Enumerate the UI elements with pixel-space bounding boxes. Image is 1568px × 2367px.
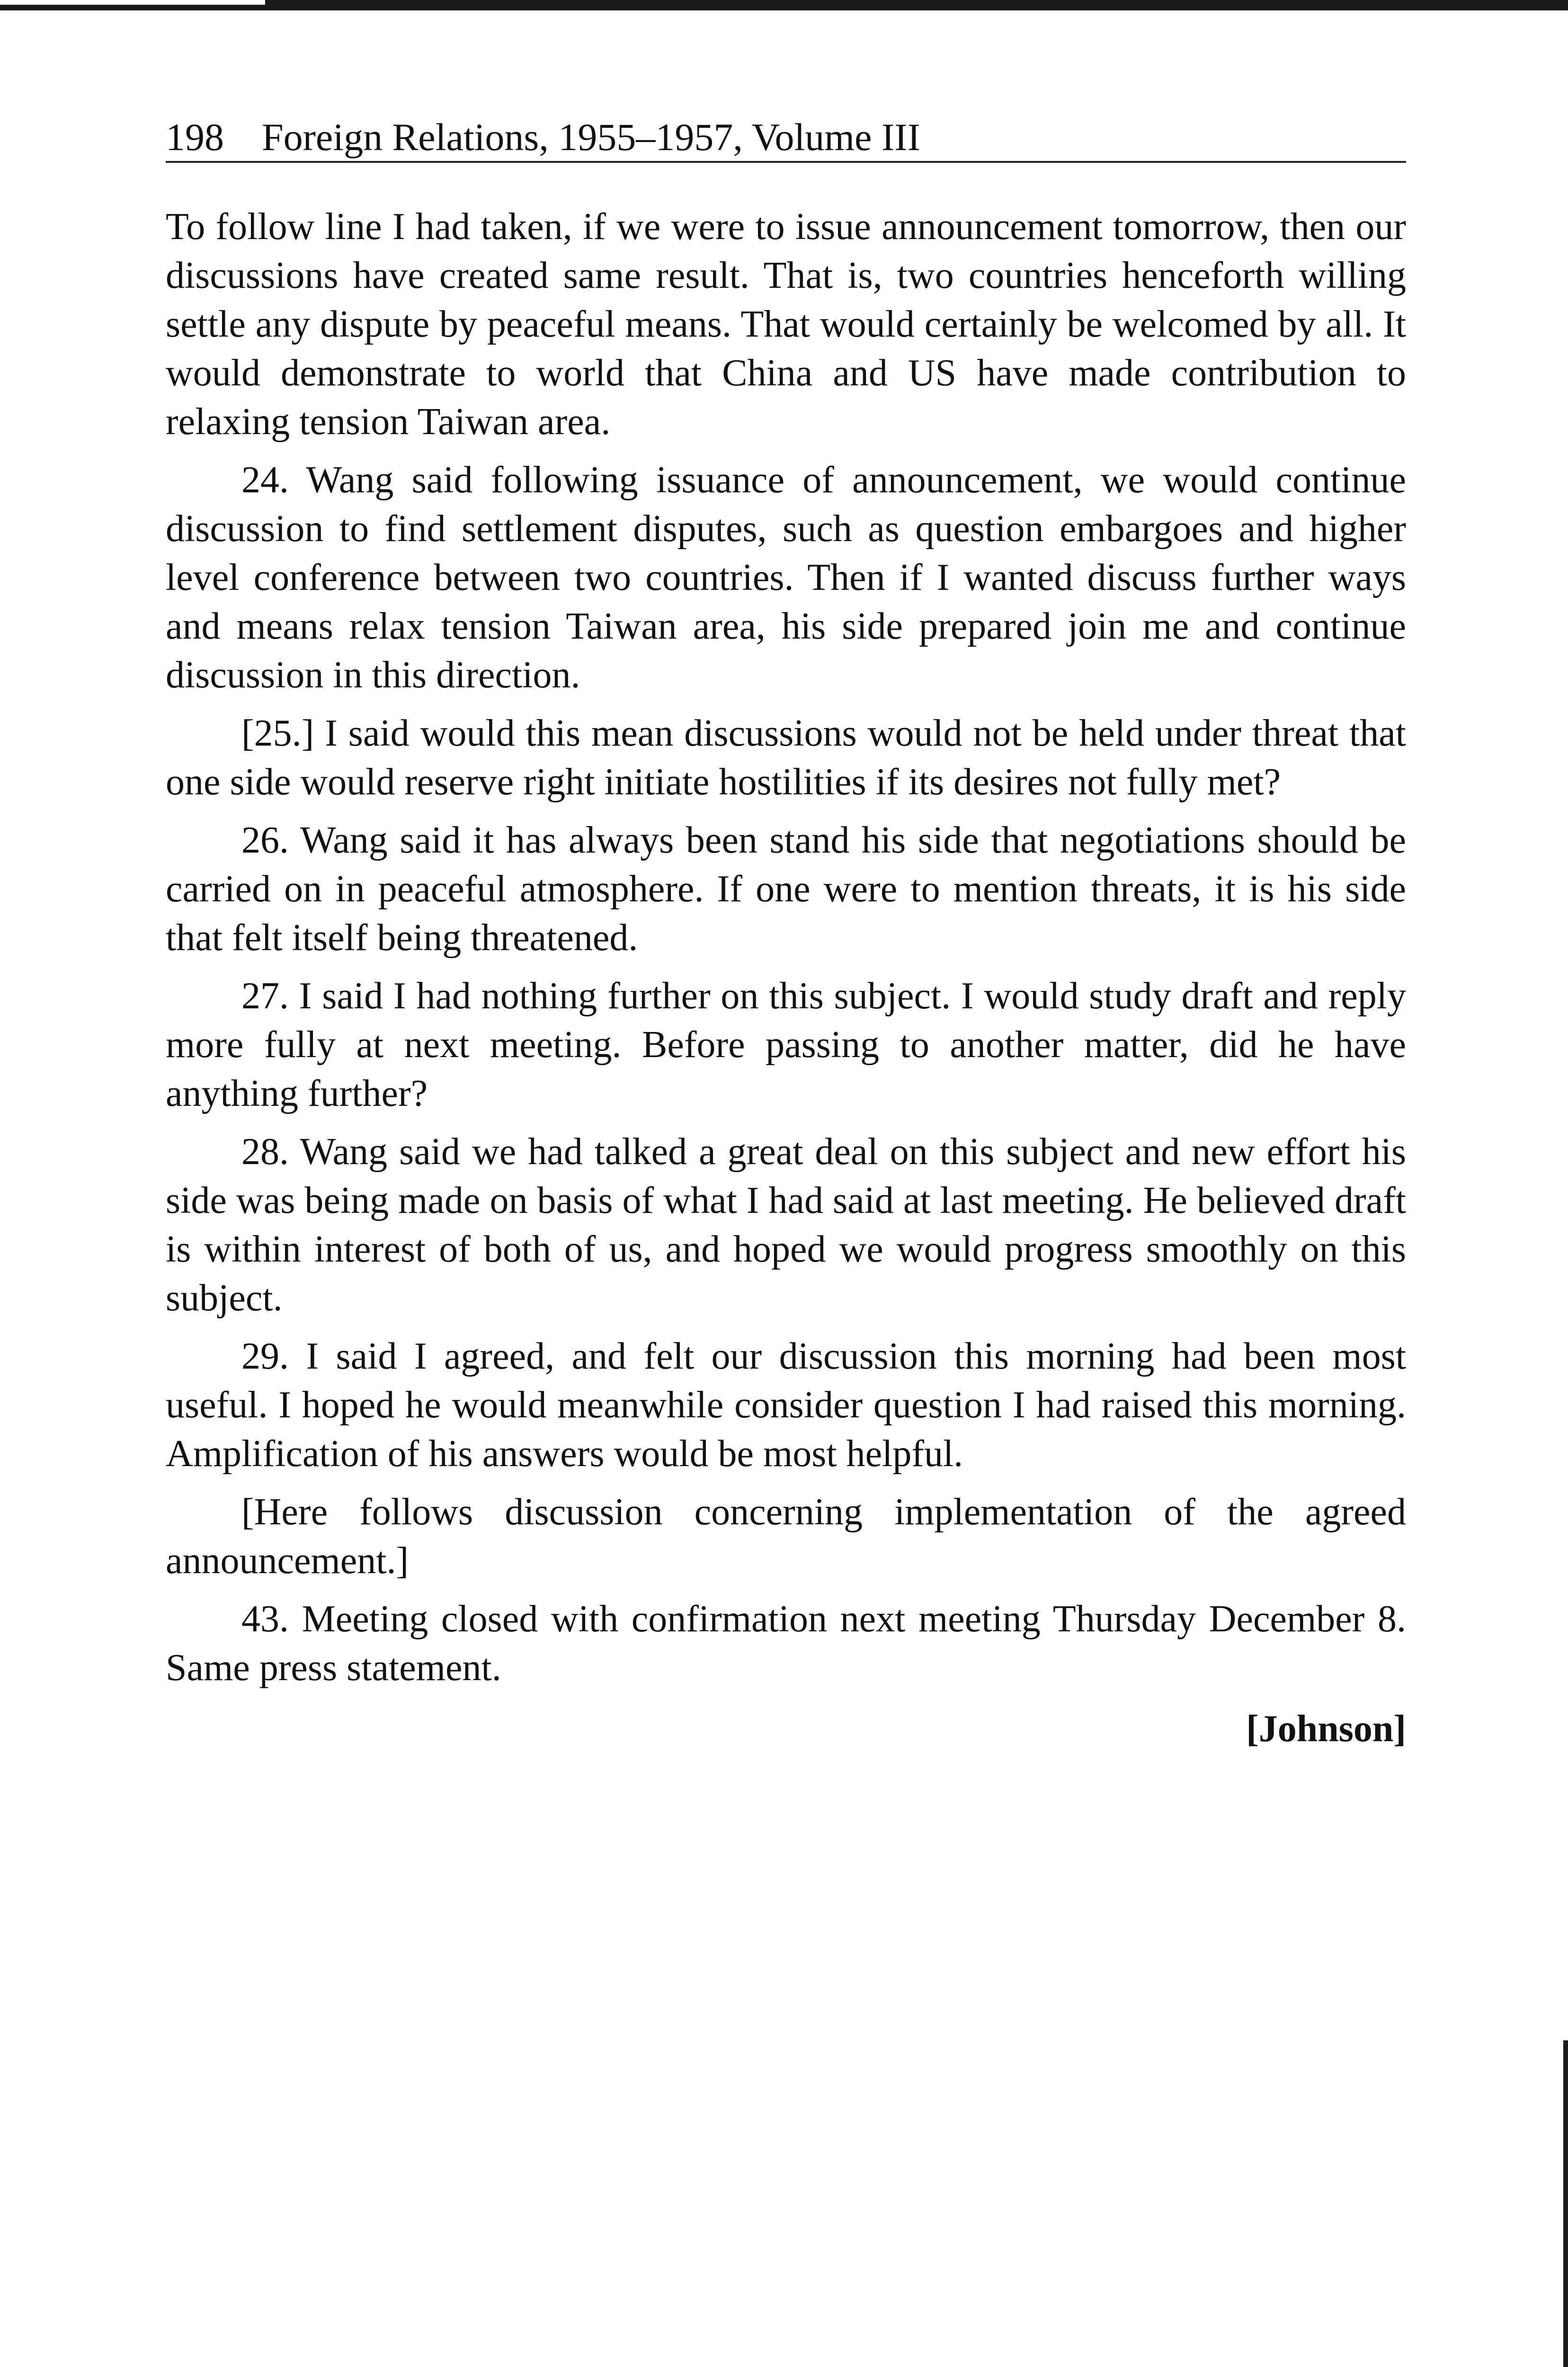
scan-top-border [0,0,1568,10]
scan-right-edge [1563,2040,1568,2367]
paragraph-26: 26. Wang said it has always been stand his side that negotiations should be carried on in peaceful atmosphere. If one were to mention threats, it is his side that felt itself being threatened. [166,819,1406,959]
signature: [Johnson] [1246,1708,1406,1750]
paragraph-continuation: To follow line I had taken, if we were to issue announcement tomorrow, then our discussions have created same result. That is, two countries henceforth willing settle any dispute by peaceful means. That would certainly be welcomed by all. It would demonstrate to world that China and US have made contribution to relaxing tension Taiwan area. [166,206,1406,443]
body-text [166,203,1406,1692]
paragraph-28: 28. Wang said we had talked a great deal on this subject and new effort his side was being made on basis of what I had said at last meeting. He believed draft is within interest of both of us, and hoped we would progress smoothly on this subject. [166,1131,1406,1319]
paragraph-24: 24. Wang said following issuance of announcement, we would continue discussion to find settlement disputes, such as question embargoes and higher level conference between two countries. Then if I wanted discuss further ways and means relax tension Taiwan area, his side prepared join me and continue discussion in this direction. [166,459,1406,696]
paragraph-29: 29. I said I agreed, and felt our discussion this morning had been most useful. I hoped he would meanwhile consider question I had raised this morning. Amplification of his answers would be most helpful. [166,1335,1406,1475]
paragraph-27: 27. I said I had nothing further on this subject. I would study draft and reply more fully at next meeting. Before passing to another matter, did he have anything further? [166,975,1406,1114]
page-number: 198 [166,116,224,159]
paragraph-43: 43. Meeting closed with confirmation next meeting Thursday December 8. Same press statement. [166,1598,1406,1689]
book-title: Foreign Relations, 1955–1957, Volume III [262,116,920,159]
editorial-note: [Here follows discussion concerning implementation of the agreed announcement.] [166,1491,1406,1582]
document-page [166,114,1406,1753]
running-head [166,114,1406,163]
paragraph-25: [25.] I said would this mean discussions would not be held under threat that one side would reserve right initiate hostilities if its desires not fully met? [166,712,1406,803]
